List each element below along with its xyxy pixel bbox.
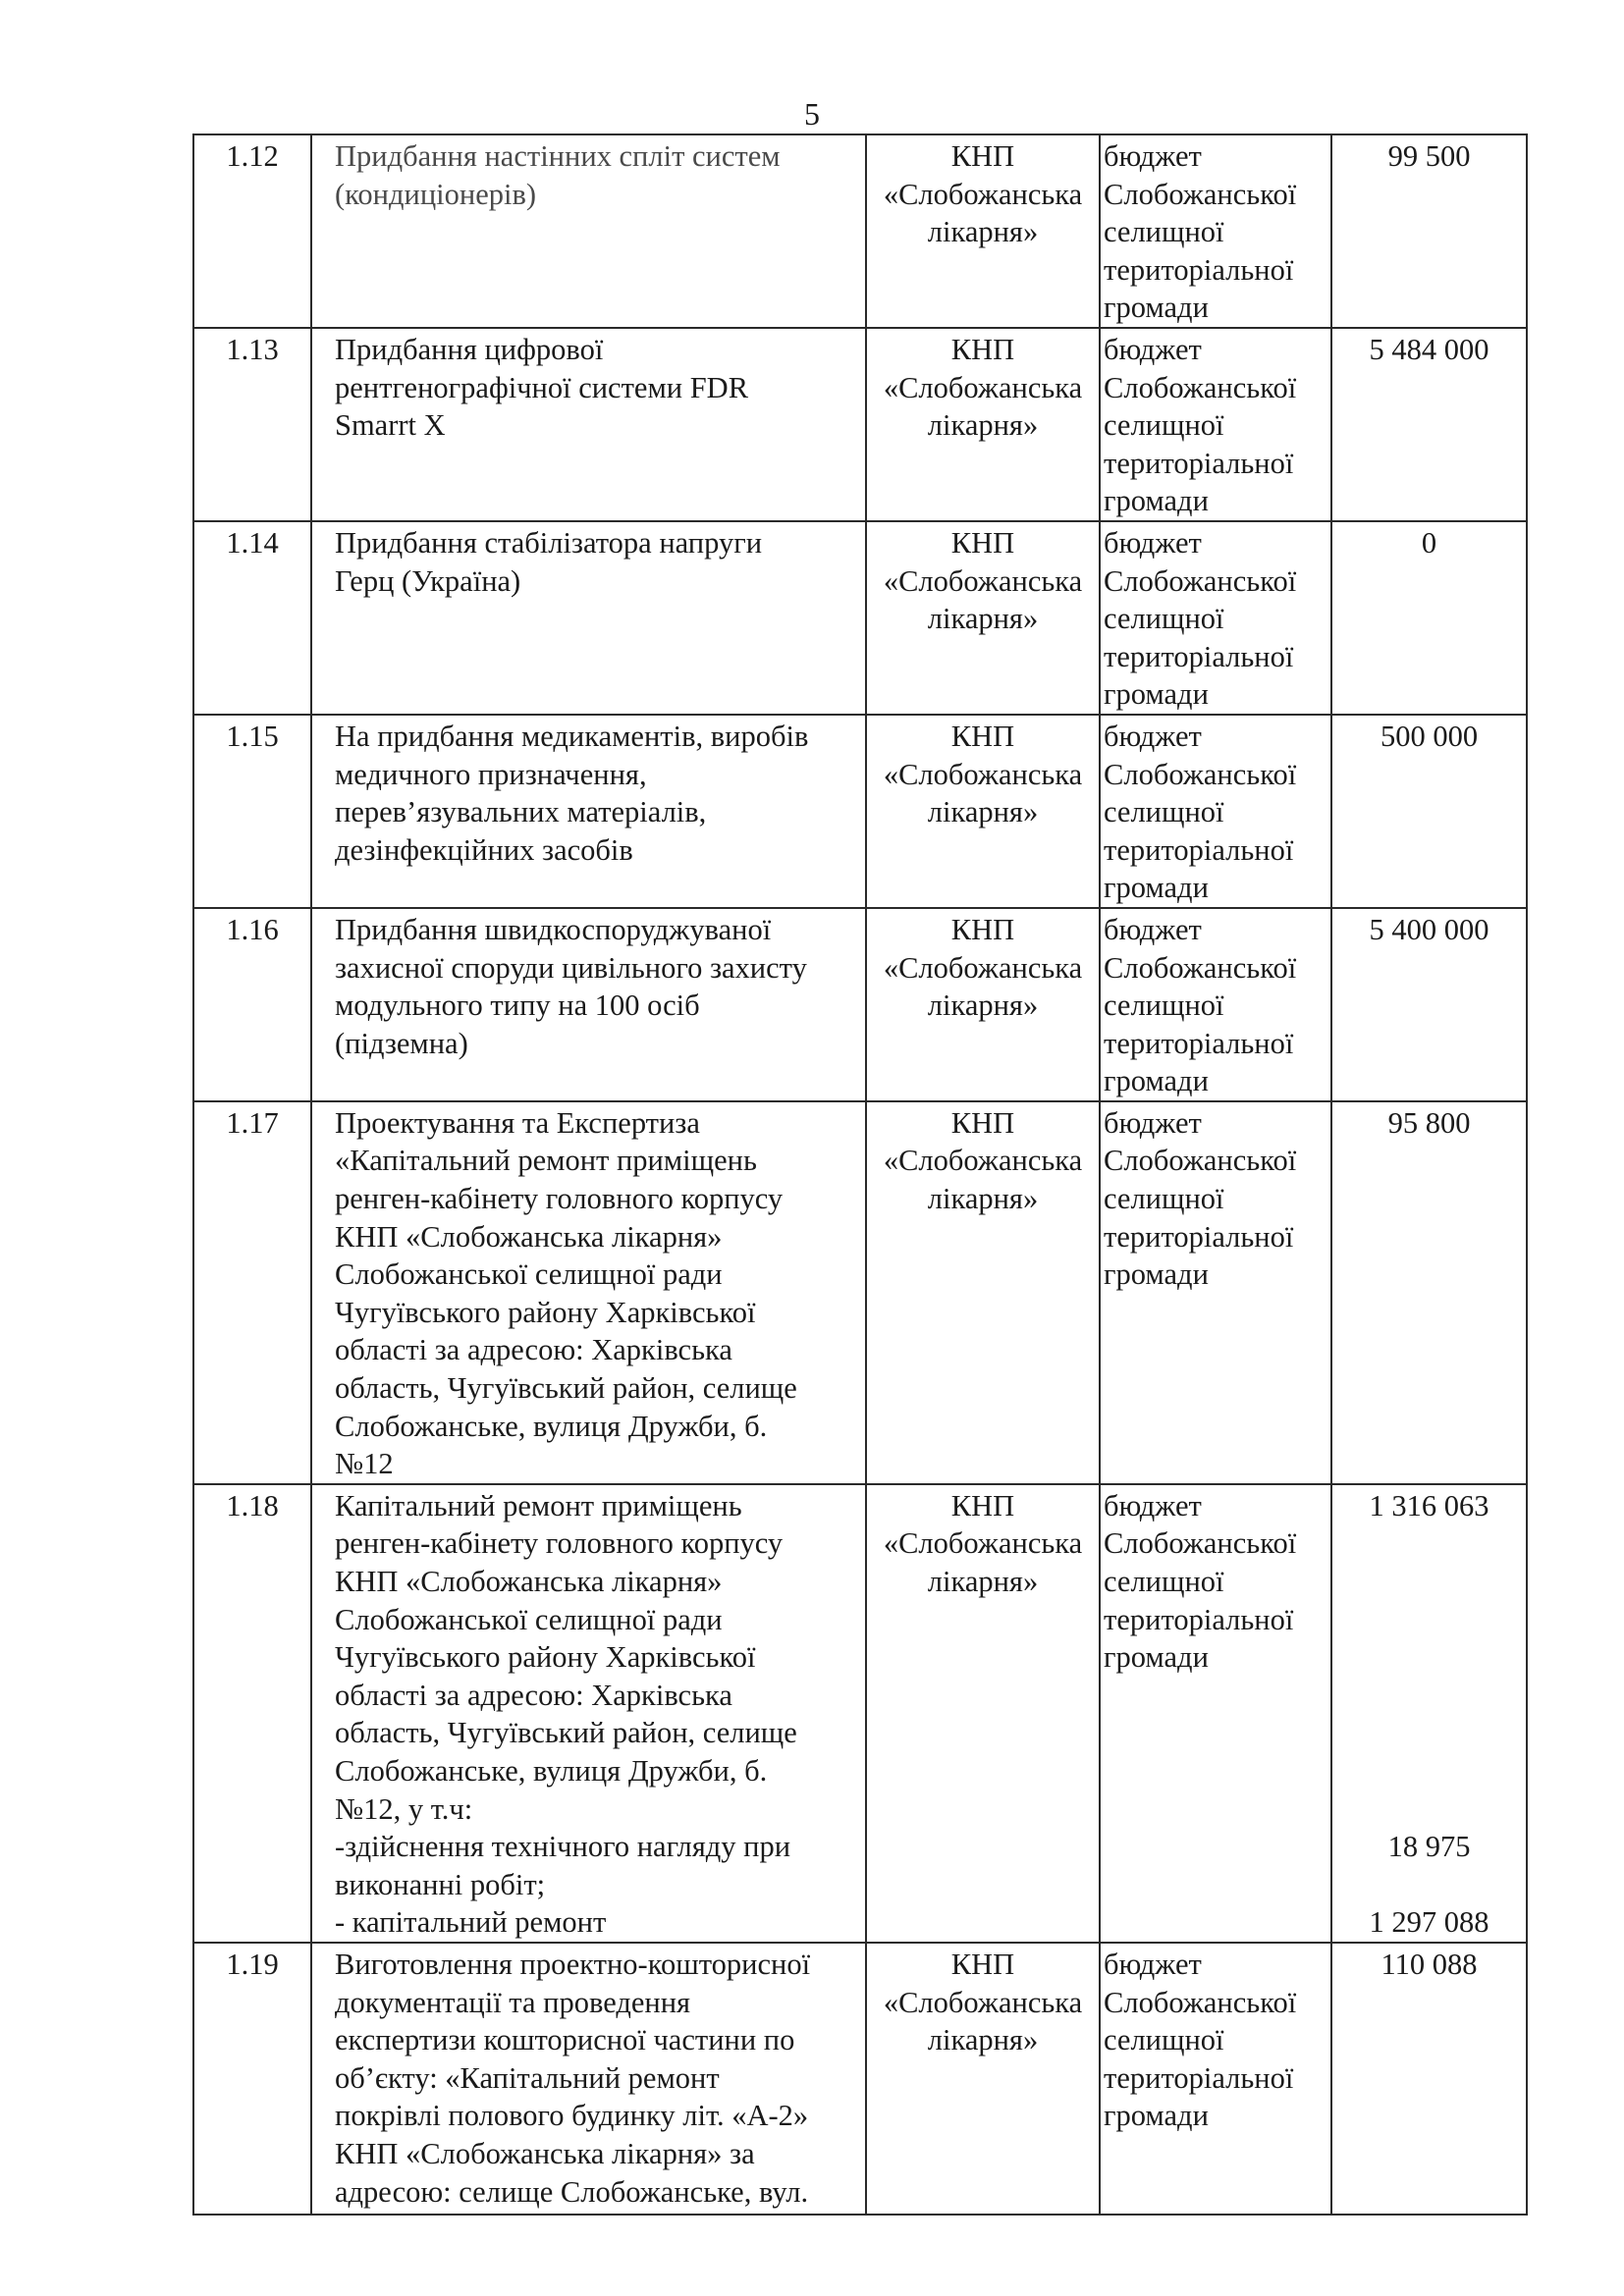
item-number: 1.14 [193, 521, 311, 715]
funding-source-line: бюджет [1104, 139, 1202, 173]
amount [1331, 908, 1527, 1101]
item-name-line: об’єкту: «Капітальний ремонт [335, 2060, 720, 2095]
item-name-line: Чугуївського району Харківської [335, 1295, 756, 1329]
amount-line: 1 297 088 [1369, 1905, 1489, 1940]
funding-source-line: селищної [1104, 2023, 1224, 2057]
funding-source-line: бюджет [1104, 525, 1202, 560]
item-number: 1.12 [193, 134, 311, 328]
funding-source-line: селищної [1104, 988, 1224, 1023]
amount-line [1332, 1601, 1526, 1639]
executor-line: лікарня» [927, 988, 1039, 1023]
funding-source-line: Слобожанської [1104, 1985, 1297, 2019]
item-name-line: (підземна) [335, 1026, 468, 1060]
item-name-line: Слобожанської селищної ради [335, 1602, 723, 1636]
amount-line: 1 316 063 [1369, 1488, 1489, 1522]
executor [866, 521, 1100, 715]
amount-line: 0 [1421, 525, 1437, 560]
funding-source [1100, 908, 1331, 1101]
executor-line: лікарня» [927, 215, 1039, 249]
item-name-line: дезінфекційних засобів [335, 832, 633, 867]
table-row [193, 1101, 1527, 1484]
executor-line: КНП [950, 912, 1015, 946]
item-name-line: Придбання стабілізатора напруги [335, 525, 763, 560]
item-name-line: Слобожанської селищної ради [335, 1257, 723, 1292]
item-name-line: (кондиціонерів) [335, 177, 537, 211]
amount [1331, 328, 1527, 521]
page-number: 5 [804, 96, 820, 132]
amount [1331, 134, 1527, 328]
executor-line: лікарня» [927, 1565, 1039, 1598]
funding-source-line: територіальної [1104, 2060, 1294, 2095]
funding-source-line: Слобожанської [1104, 1526, 1297, 1561]
item-name-line: №12, у т.ч: [335, 1791, 473, 1826]
executor-line: КНП [950, 719, 1015, 753]
funding-source-line: Слобожанської [1104, 563, 1297, 598]
funding-source-line: Слобожанської [1104, 370, 1297, 404]
item-name-line: Smarrt X [335, 408, 446, 443]
funding-source-line: територіальної [1104, 1026, 1294, 1060]
item-number: 1.13 [193, 328, 311, 521]
item-name [311, 1484, 866, 1943]
table-row [193, 1943, 1527, 2215]
item-name-line: КНП «Слобожанська лікарня» [335, 1219, 723, 1254]
funding-source-line: територіальної [1104, 446, 1294, 480]
item-name-line: експертизи кошторисної частини по [335, 2023, 795, 2057]
funding-source-line: територіальної [1104, 832, 1294, 867]
amount-line: 95 800 [1387, 1105, 1471, 1140]
item-name-line: область, Чугуївський район, селище [335, 1716, 797, 1750]
funding-source-line: громади [1104, 1640, 1209, 1675]
amount-line [1332, 1677, 1526, 1715]
funding-source-line: бюджет [1104, 333, 1202, 366]
item-number: 1.17 [193, 1101, 311, 1484]
executor-line: «Слобожанська [883, 950, 1083, 985]
item-number: 1.15 [193, 715, 311, 908]
amount-line [1332, 1638, 1526, 1677]
amount [1331, 1484, 1527, 1943]
item-name-line: ренген-кабінету головного корпусу [335, 1182, 784, 1216]
executor-line: «Слобожанська [883, 370, 1083, 404]
item-name-line: області за адресою: Харківська [335, 1333, 732, 1367]
executor-line: «Слобожанська [883, 1144, 1083, 1178]
executor-line: КНП [950, 333, 1015, 366]
item-name [311, 328, 866, 521]
item-name-line: -здійснення технічного нагляду при [335, 1830, 791, 1864]
funding-source [1100, 521, 1331, 715]
funding-source-line: бюджет [1104, 1488, 1202, 1522]
amount [1331, 715, 1527, 908]
funding-source-line: бюджет [1104, 1947, 1202, 1981]
item-name-line: Придбання швидкоспоруджуваної [335, 912, 772, 946]
funding-source-line: громади [1104, 291, 1209, 325]
item-name-line: області за адресою: Харківська [335, 1678, 732, 1712]
item-number: 1.16 [193, 908, 311, 1101]
item-name-line: медичного призначення, [335, 757, 647, 791]
item-name-line: Капітальний ремонт приміщень [335, 1488, 742, 1522]
funding-source [1100, 1101, 1331, 1484]
funding-source-line: громади [1104, 1257, 1209, 1292]
executor-line: лікарня» [927, 795, 1039, 829]
item-number: 1.19 [193, 1943, 311, 2215]
item-name [311, 134, 866, 328]
funding-source-line: селищної [1104, 1182, 1224, 1216]
item-name-line: захисної споруди цивільного захисту [335, 950, 807, 985]
item-name-line: - капітальний ремонт [335, 1905, 607, 1940]
funding-source-line: територіальної [1104, 1219, 1294, 1254]
executor-line: лікарня» [927, 2023, 1039, 2057]
table-row [193, 715, 1527, 908]
item-name-line: Слобожанське, вулиця Дружби, б. [335, 1409, 768, 1443]
item-name-line: КНП «Слобожанська лікарня» [335, 1565, 723, 1598]
executor [866, 1484, 1100, 1943]
item-name-line: виконанні робіт; [335, 1867, 546, 1901]
funding-source-line: Слобожанської [1104, 950, 1297, 985]
executor-line: КНП [950, 1105, 1015, 1140]
executor-line: КНП [950, 525, 1015, 560]
amount-line [1332, 1714, 1526, 1752]
funding-source-line: селищної [1104, 602, 1224, 636]
funding-source [1100, 328, 1331, 521]
funding-source-line: селищної [1104, 215, 1224, 249]
funding-source-line: Слобожанської [1104, 177, 1297, 211]
funding-source-line: бюджет [1104, 912, 1202, 946]
executor-line: «Слобожанська [883, 177, 1083, 211]
item-name-line: Проектування та Експертиза [335, 1105, 700, 1140]
amount-line: 110 088 [1380, 1947, 1478, 1981]
item-number: 1.18 [193, 1484, 311, 1943]
executor [866, 715, 1100, 908]
item-name [311, 521, 866, 715]
amount-line [1332, 1752, 1526, 1790]
executor-line: лікарня» [927, 1182, 1039, 1216]
amount-line: 5 484 000 [1369, 333, 1489, 366]
table-row [193, 521, 1527, 715]
item-name-line: модульного типу на 100 осіб [335, 988, 700, 1023]
funding-source [1100, 1484, 1331, 1943]
funding-source-line: територіальної [1104, 252, 1294, 287]
executor [866, 134, 1100, 328]
funding-source-line: громади [1104, 484, 1209, 518]
table-body [193, 134, 1527, 2215]
amount-line: 500 000 [1380, 719, 1479, 753]
amount [1331, 1943, 1527, 2215]
funding-source-line: територіальної [1104, 1602, 1294, 1636]
executor-line: КНП [950, 1488, 1015, 1522]
item-name-line: КНП «Слобожанська лікарня» за [335, 2136, 755, 2170]
funding-source-line: громади [1104, 871, 1209, 905]
budget-table [192, 133, 1528, 2216]
table-row [193, 328, 1527, 521]
amount [1331, 521, 1527, 715]
item-name [311, 1101, 866, 1484]
item-name [311, 908, 866, 1101]
table-row [193, 1484, 1527, 1943]
item-name-line: адресою: селище Слобожанське, вул. [335, 2174, 809, 2209]
executor [866, 1101, 1100, 1484]
executor-line: «Слобожанська [883, 1985, 1083, 2019]
funding-source-line: Слобожанської [1104, 1144, 1297, 1178]
item-name-line: Придбання настінних спліт систем [335, 139, 781, 173]
funding-source-line: Слобожанської [1104, 757, 1297, 791]
table-row [193, 908, 1527, 1101]
executor-line: «Слобожанська [883, 1526, 1083, 1561]
item-name-line: Придбання цифрової [335, 333, 604, 366]
executor-line: лікарня» [927, 602, 1039, 636]
amount-line: 5 400 000 [1369, 912, 1489, 946]
funding-source-line: громади [1104, 2099, 1209, 2133]
amount-line [1332, 1563, 1526, 1601]
item-name [311, 715, 866, 908]
executor-line: КНП [950, 1947, 1015, 1981]
item-name-line: перев’язувальних матеріалів, [335, 795, 707, 829]
funding-source-line: громади [1104, 677, 1209, 712]
executor-line: КНП [950, 139, 1015, 173]
item-name-line: На придбання медикаментів, виробів [335, 719, 809, 753]
amount-line: 18 975 [1387, 1830, 1471, 1864]
item-name-line: №12 [335, 1447, 394, 1481]
item-name-line: ренген-кабінету головного корпусу [335, 1526, 784, 1561]
item-name-line: Герц (Україна) [335, 563, 521, 598]
funding-source-line: територіальної [1104, 639, 1294, 673]
executor-line: лікарня» [927, 408, 1039, 443]
executor [866, 1943, 1100, 2215]
item-name-line: рентгенографічної системи FDR [335, 370, 749, 404]
amount-line [1332, 1524, 1526, 1563]
funding-source-line: селищної [1104, 795, 1224, 829]
executor-line: «Слобожанська [883, 757, 1083, 791]
funding-source [1100, 134, 1331, 328]
item-name-line: документації та проведення [335, 1985, 691, 2019]
amount-line: 99 500 [1387, 139, 1471, 173]
table-row [193, 134, 1527, 328]
funding-source-line: селищної [1104, 1565, 1224, 1598]
funding-source-line: селищної [1104, 408, 1224, 443]
item-name-line: «Капітальний ремонт приміщень [335, 1144, 757, 1178]
item-name [311, 1943, 866, 2215]
funding-source [1100, 1943, 1331, 2215]
executor [866, 908, 1100, 1101]
funding-source-line: бюджет [1104, 719, 1202, 753]
item-name-line: Виготовлення проектно-кошторисної [335, 1947, 811, 1981]
executor-line: «Слобожанська [883, 563, 1083, 598]
funding-source-line: бюджет [1104, 1105, 1202, 1140]
amount-line [1332, 1866, 1526, 1904]
item-name-line: Чугуївського району Харківської [335, 1640, 756, 1675]
funding-source-line: громади [1104, 1064, 1209, 1098]
item-name-line: покрівлі полового будинку літ. «А-2» [335, 2099, 809, 2133]
executor [866, 328, 1100, 521]
item-name-line: Слобожанське, вулиця Дружби, б. [335, 1753, 768, 1788]
funding-source [1100, 715, 1331, 908]
amount [1331, 1101, 1527, 1484]
item-name-line: область, Чугуївський район, селище [335, 1371, 797, 1406]
amount-line [1332, 1790, 1526, 1829]
